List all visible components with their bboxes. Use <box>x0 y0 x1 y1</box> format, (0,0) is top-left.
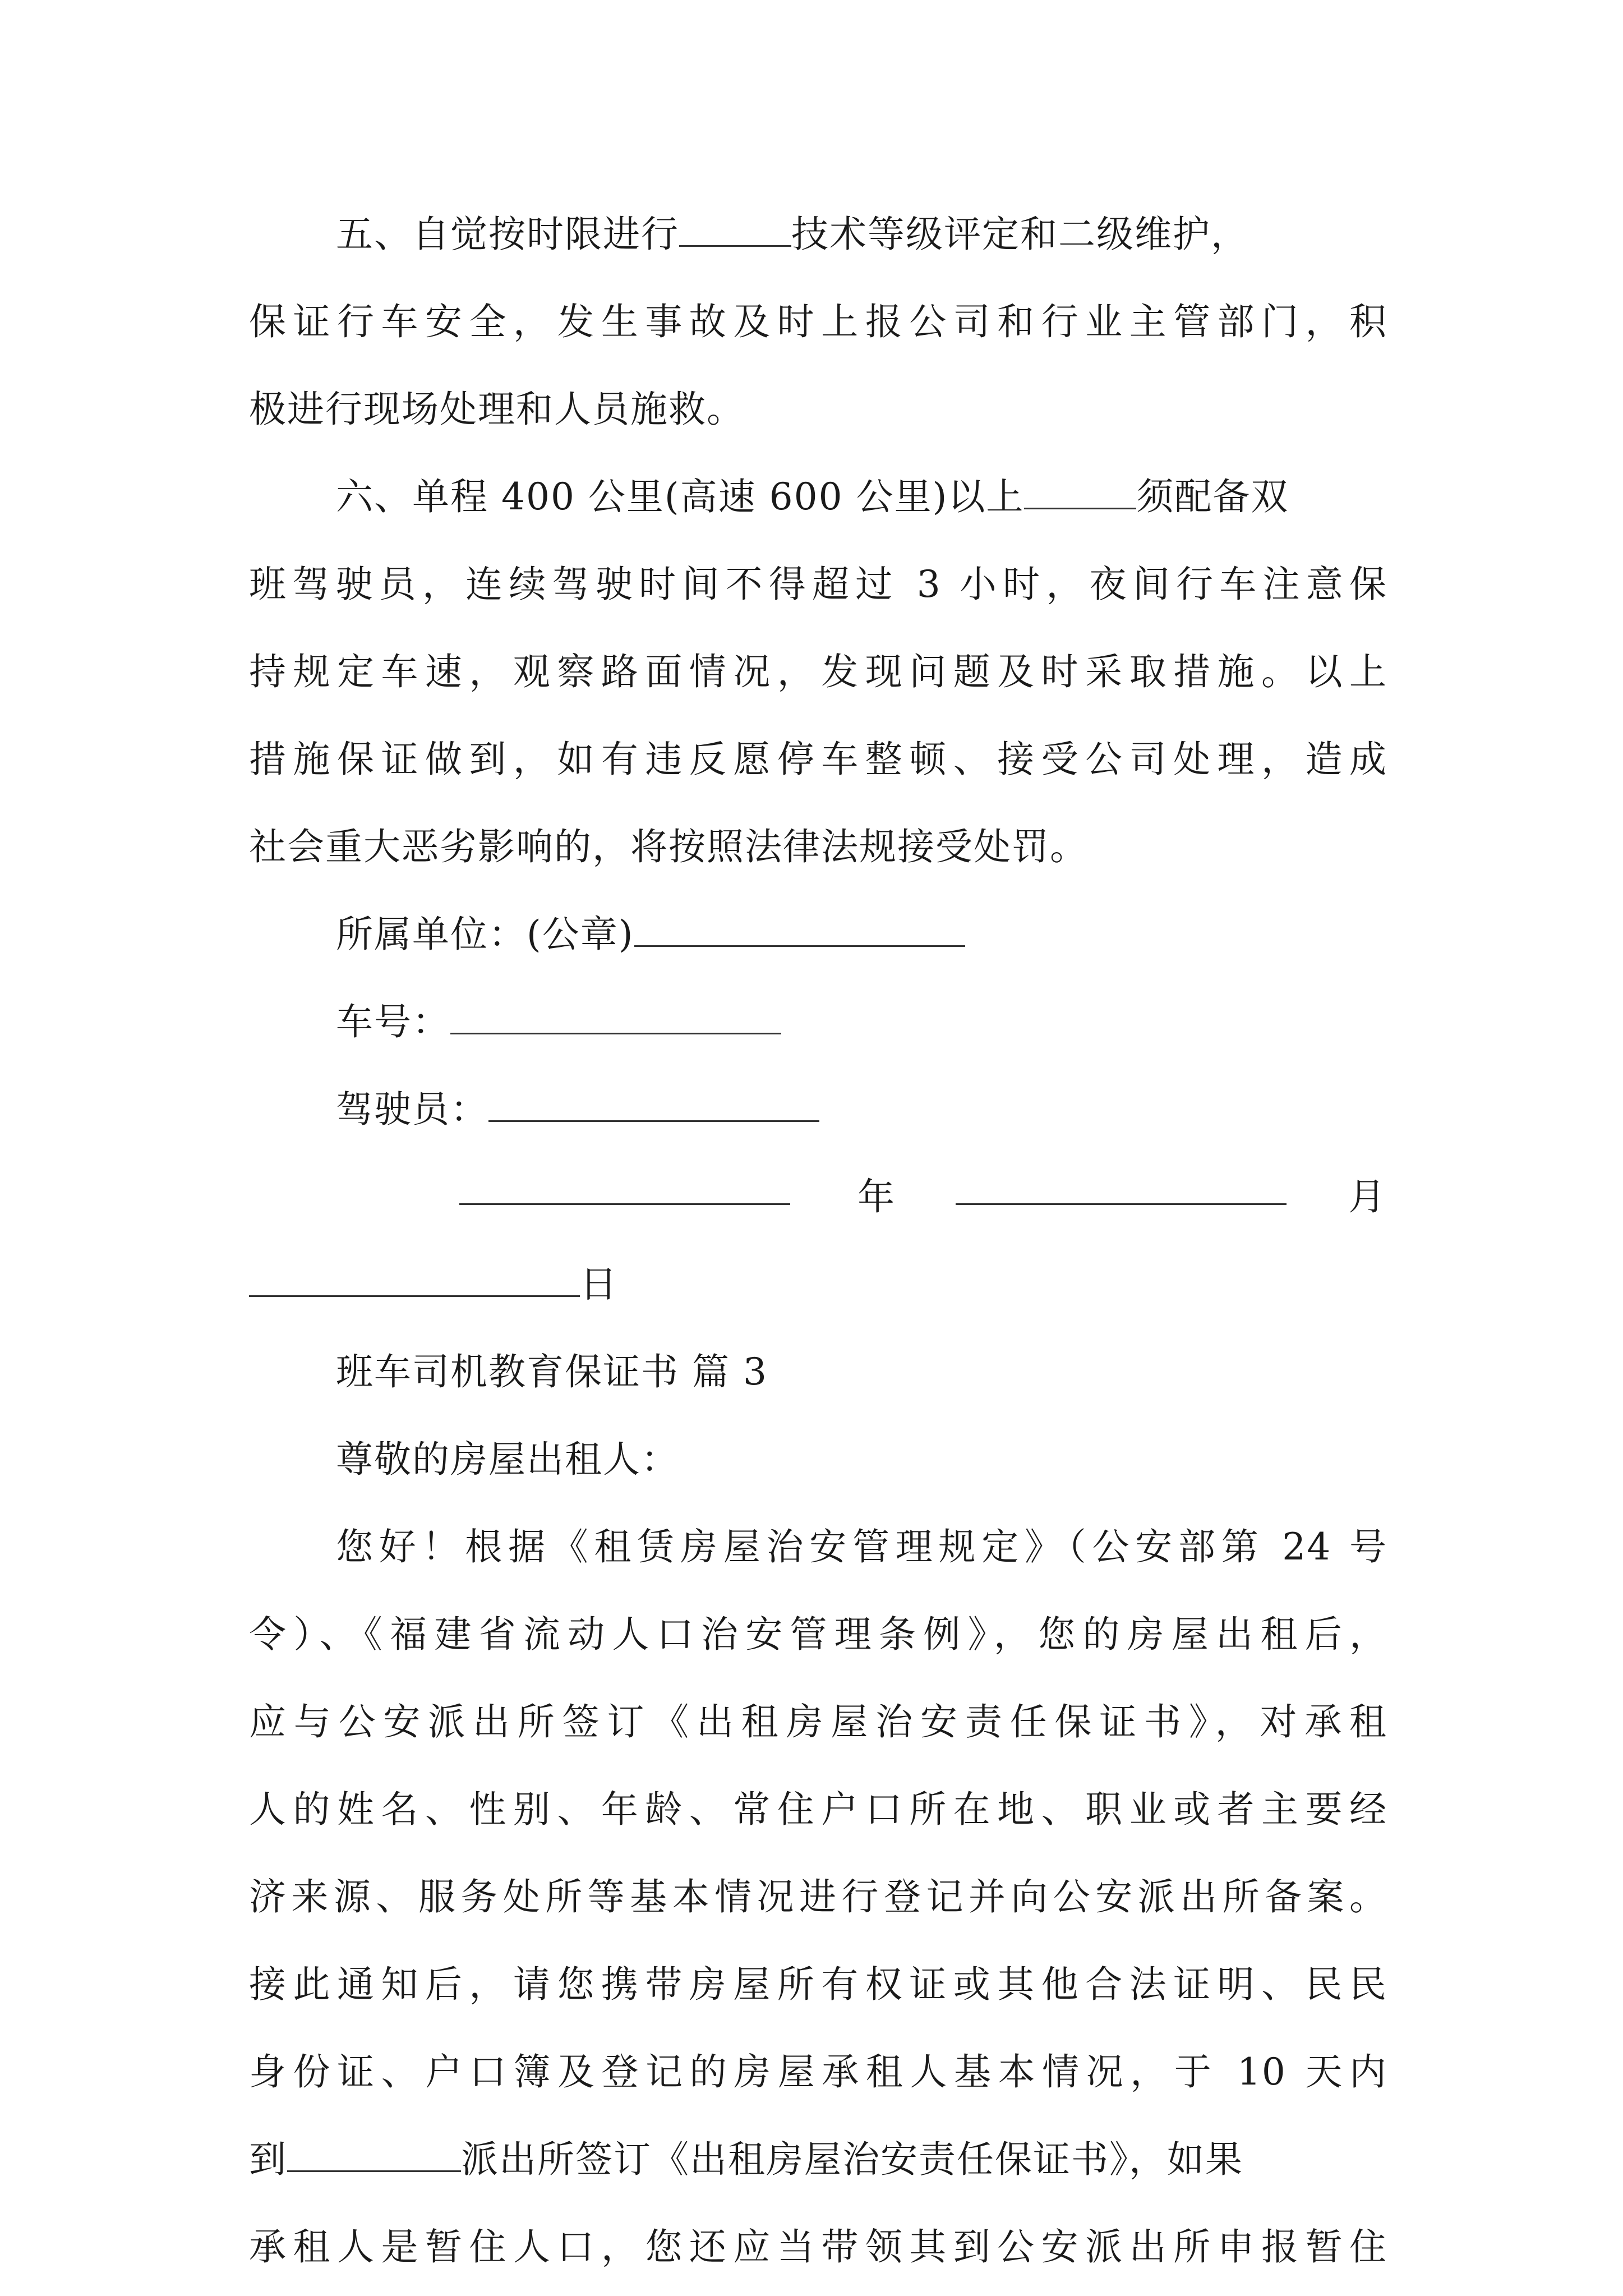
day-input-line <box>249 1262 580 1297</box>
date-row <box>249 1153 1387 1241</box>
month-input-line <box>956 1170 1287 1205</box>
driver-field-row: 驾驶员： <box>249 1066 1387 1153</box>
police-station-input-line <box>287 2137 461 2172</box>
day-row: 日 <box>249 1241 1387 1328</box>
paragraph-line: 应与公安派出所签订《出租房屋治安责任保证书》，对承租 <box>249 1700 1387 1743</box>
unit-field-row: 所属单位：(公章) <box>249 891 1387 978</box>
paragraph-line: 五、自觉按时限进行 技术等级评定和二级维护， <box>336 213 1249 256</box>
paragraph-line: 极进行现场处理和人员施救。 <box>249 388 745 431</box>
paragraph-line: 六、单程 400 公里(高速 600 公里)以上 须配备双 <box>336 475 1289 518</box>
salutation: 尊敬的房屋出租人： <box>336 1438 679 1481</box>
paragraph-line: 社会重大恶劣影响的，将按照法律法规接受处罚。 <box>249 825 1088 868</box>
paragraph-line: 班驾驶员，连续驾驶时间不得超过 3 小时，夜间行车注意保 <box>249 563 1387 606</box>
car-field-row: 车号： <box>249 978 1387 1066</box>
blank-field <box>679 212 791 247</box>
paragraph-line: 人的姓名、性别、年龄、常住户口所在地、职业或者主要经 <box>249 1788 1387 1831</box>
paragraph-line: 接此通知后，请您携带房屋所有权证或其他合法证明、民民 <box>249 1963 1387 2006</box>
paragraph-line: 承租人是暂住人口，您还应当带领其到公安派出所申报暂住 <box>249 2225 1387 2269</box>
driver-input-line <box>488 1087 819 1122</box>
paragraph-line: 您好！根据《租赁房屋治安管理规定》（公安部第 24 号 <box>336 1525 1387 1568</box>
year-input-line <box>459 1170 790 1205</box>
blank-field <box>1024 475 1136 509</box>
document-page <box>249 191 1387 2291</box>
car-input-line <box>450 1000 781 1034</box>
paragraph-line: 身份证、户口簿及登记的房屋承租人基本情况，于 10 天内 <box>249 2050 1387 2093</box>
paragraph-line: 持规定车速，观察路面情况，发现问题及时采取措施。以上 <box>249 650 1387 693</box>
paragraph-line: 令）、《福建省流动人口治安管理条例》，您的房屋出租后， <box>249 1613 1387 1656</box>
unit-input-line <box>634 912 965 947</box>
section-title: 班车司机教育保证书 篇 3 <box>336 1350 768 1393</box>
paragraph-line: 到 派出所签订《出租房屋治安责任保证书》，如果 <box>249 2138 1243 2181</box>
paragraph-line: 济来源、服务处所等基本情况进行登记并向公安派出所备案。 <box>249 1875 1387 1918</box>
year-label: 年 <box>857 1175 895 1218</box>
paragraph-line: 保证行车安全，发生事故及时上报公司和行业主管部门，积 <box>249 300 1387 343</box>
paragraph-line: 措施保证做到，如有违反愿停车整顿、接受公司处理，造成 <box>249 738 1387 781</box>
month-label: 月 <box>1348 1175 1385 1218</box>
